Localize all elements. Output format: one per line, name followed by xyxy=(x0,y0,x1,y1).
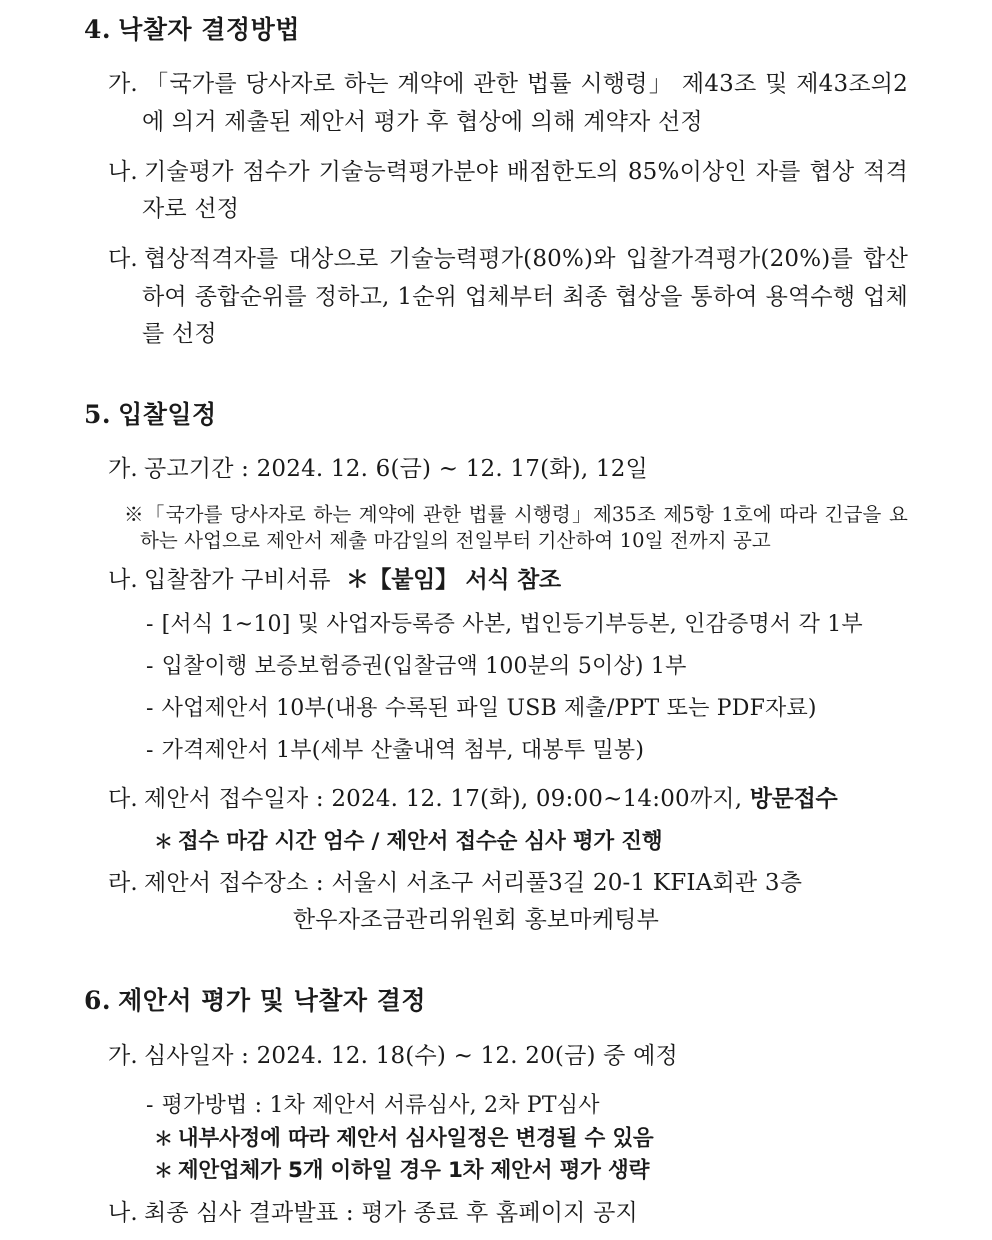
item-label: 라. xyxy=(108,869,138,896)
list-item-5c xyxy=(84,781,908,818)
dash-marker: - xyxy=(146,653,154,679)
section-heading-6 xyxy=(84,985,908,1016)
required-document-2 xyxy=(84,649,908,684)
spacer xyxy=(84,939,908,985)
item-text: 「국가를 당사자로 하는 계약에 관한 법률 시행령」 제43조 및 제43조의2에 의거 제출된 제안서 평가 후 협상에 의해 계약자 선정 xyxy=(142,71,908,135)
spacer xyxy=(84,353,908,399)
list-item-4c xyxy=(84,241,908,353)
dash-marker: - xyxy=(146,1092,154,1118)
item-label: 나. xyxy=(108,1199,138,1226)
list-item-6b xyxy=(84,1195,908,1232)
deadline-star-note xyxy=(84,826,908,858)
list-item-5d xyxy=(84,865,908,902)
required-document-1 xyxy=(84,607,908,642)
item-label: 다. xyxy=(108,786,138,813)
submission-method: 방문접수 xyxy=(749,786,838,813)
spacer xyxy=(84,858,908,865)
spacer xyxy=(84,684,908,691)
list-item-5b xyxy=(84,562,908,599)
item-text: 입찰참가 구비서류 xyxy=(143,567,331,594)
list-item-4a xyxy=(84,66,908,141)
note-text: 「국가를 당사자로 하는 계약에 관한 법률 시행령」제35조 제5항 1호에 따라 긴급을 요하는 사업으로 제안서 제출 마감일의 전일부터 기산하여 10일 전까지 공고 xyxy=(140,502,908,553)
section-number: 4. xyxy=(84,15,112,44)
spacer xyxy=(84,141,908,154)
item-text: 기술평가 점수가 기술능력평가분야 배점한도의 85%이상인 자를 협상 적격자로 선정 xyxy=(142,158,908,222)
spacer xyxy=(84,228,908,241)
note-marker: ※ xyxy=(124,502,145,526)
spacer xyxy=(84,642,908,649)
schedule-change-note xyxy=(84,1123,908,1155)
item-label: 가. xyxy=(108,1042,138,1069)
item-text: 심사일자 : 2024. 12. 18(수) ~ 12. 20(금) 중 예정 xyxy=(143,1042,678,1069)
document-text: 가격제안서 1부(세부 산출내역 첨부, 대봉투 밀봉) xyxy=(161,738,645,764)
list-item-6a xyxy=(84,1038,908,1075)
attachment-reference: ＊【붙임】 서식 참조 xyxy=(345,567,561,594)
item-label: 나. xyxy=(108,567,138,594)
spacer xyxy=(84,768,908,781)
spacer xyxy=(84,819,908,826)
spacer xyxy=(84,430,908,451)
item-text: 협상적격자를 대상으로 기술능력평가(80%)와 입찰가격평가(20%)를 합산하여 종합순위를 정하고, 1순위 업체부터 최종 협상을 통하여 용역수행 업체를 선정 xyxy=(142,246,908,347)
list-item-4b xyxy=(84,154,908,229)
spacer xyxy=(84,726,908,733)
list-item-5d-line2: 한우자조금관리위원회 홍보마케팅부 xyxy=(292,907,660,934)
spacer xyxy=(84,489,908,502)
document-text: 사업제안서 10부(내용 수록된 파일 USB 제출/PPT 또는 PDF자료) xyxy=(161,695,817,721)
star-marker: ＊ xyxy=(154,1160,173,1183)
section-title: 낙찰자 결정방법 xyxy=(118,15,300,44)
spacer xyxy=(84,1075,908,1088)
star-note-text: 제안업체가 5개 이하일 경우 1차 제안서 평가 생략 xyxy=(177,1158,650,1184)
item-text: 최종 심사 결과발표 : 평가 종료 후 홈페이지 공지 xyxy=(143,1199,638,1226)
list-item-5a xyxy=(84,451,908,488)
document-text: [서식 1~10] 및 사업자등록증 사본, 법인등기부등본, 인감증명서 각 1부 xyxy=(161,611,863,637)
legal-note-5 xyxy=(84,502,908,556)
required-document-4 xyxy=(84,733,908,768)
section-title: 제안서 평가 및 낙찰자 결정 xyxy=(118,986,427,1016)
star-marker: ＊ xyxy=(154,830,173,853)
spacer xyxy=(84,1188,908,1195)
required-document-3 xyxy=(84,691,908,726)
item-label: 가. xyxy=(108,456,138,483)
section-number: 6. xyxy=(84,986,112,1016)
item-text: 제안서 접수일자 : 2024. 12. 17(화), 09:00~14:00까지, xyxy=(143,786,750,813)
evaluation-method xyxy=(84,1088,908,1123)
spacer xyxy=(84,600,908,607)
star-marker: ＊ xyxy=(154,1128,173,1150)
evaluation-method-text: 평가방법 : 1차 제안서 서류심사, 2차 PT심사 xyxy=(161,1092,600,1118)
dash-marker: - xyxy=(146,738,154,764)
item-label: 가. xyxy=(108,71,138,98)
star-note-text: 접수 마감 시간 엄수 / 제안서 접수순 심사 평가 진행 xyxy=(177,828,663,854)
spacer xyxy=(84,1017,908,1038)
item-text: 공고기간 : 2024. 12. 6(금) ~ 12. 17(화), 12일 xyxy=(143,456,648,483)
dash-marker: - xyxy=(146,611,154,637)
section-heading-4 xyxy=(84,14,908,45)
spacer xyxy=(84,555,908,562)
star-note-text: 내부사정에 따라 제안서 심사일정은 변경될 수 있음 xyxy=(177,1126,654,1151)
section-heading-5 xyxy=(84,399,908,430)
few-bidders-note xyxy=(84,1155,908,1187)
spacer xyxy=(84,45,908,66)
item-label: 나. xyxy=(108,158,138,185)
section-title: 입찰일정 xyxy=(118,400,217,429)
item-label: 다. xyxy=(108,246,138,273)
dash-marker: - xyxy=(146,695,154,721)
item-text: 제안서 접수장소 : 서울시 서초구 서리풀3길 20-1 KFIA회관 3층 xyxy=(143,869,803,896)
document-text: 입찰이행 보증보험증권(입찰금액 100분의 5이상) 1부 xyxy=(161,653,687,679)
section-number: 5. xyxy=(84,400,112,429)
